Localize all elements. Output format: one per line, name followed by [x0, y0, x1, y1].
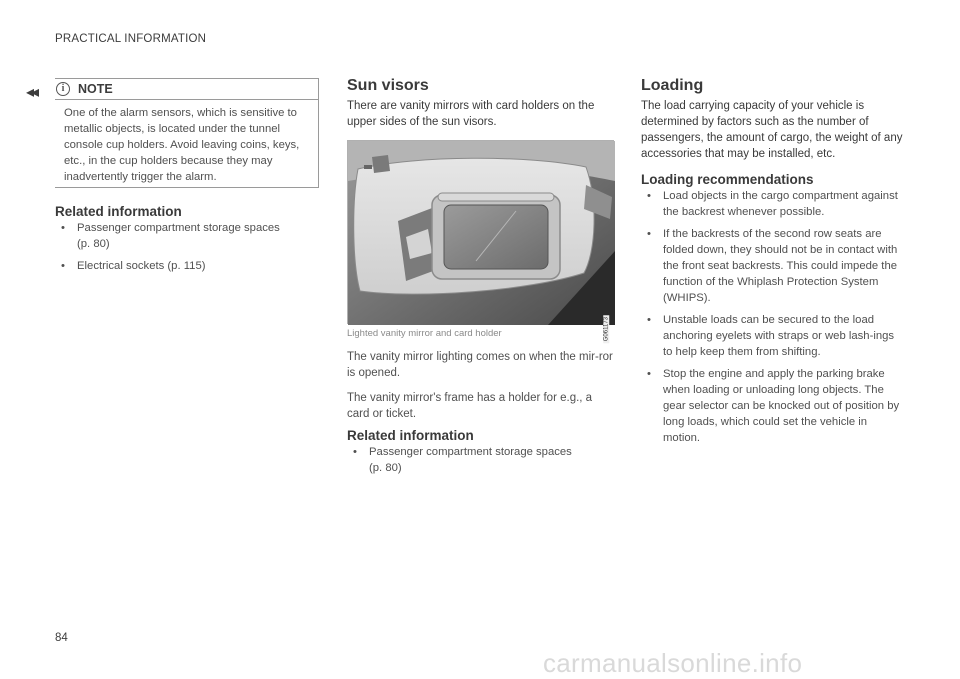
list-item: • Load objects in the cargo compartment against the backrest whenever possible. — [647, 190, 898, 218]
related-heading: Related information — [347, 428, 474, 443]
list-item: • Unstable loads can be secured to the load anchoring eyelets with straps or web lash-ings to help keep them from shifting. — [647, 314, 895, 358]
note-title: NOTE — [78, 82, 113, 96]
related-link-storage[interactable]: • Passenger compartment storage spaces (p. 80) — [353, 446, 572, 474]
bullet: • — [353, 446, 357, 458]
loading-recommendations-list — [641, 188, 905, 446]
bullet: • — [647, 368, 651, 380]
section-header: PRACTICAL INFORMATION — [55, 33, 207, 45]
page-number: 84 — [55, 632, 68, 644]
related-info-col1 — [55, 204, 319, 280]
bullet: • — [647, 190, 651, 202]
figure-caption: Lighted vanity mirror and card holder — [347, 328, 502, 339]
related-info-col2 — [347, 428, 615, 482]
figure-code: G061173 — [603, 317, 609, 342]
sun-visors-body — [347, 349, 615, 422]
related-list — [347, 444, 615, 476]
bullet: • — [61, 260, 65, 272]
loading-intro: The load carrying capacity of your vehicle is determined by factors such as the number of passengers, the amount of cargo, the weight of any accessories that may be installed, etc. — [641, 100, 903, 160]
watermark: carmanualsonline.info — [543, 648, 803, 678]
vanity-lighting-text: The vanity mirror lighting comes on when the mir-ror is opened. — [347, 351, 613, 379]
loading-recommendations-heading: Loading recommendations — [641, 172, 814, 187]
note-text: One of the alarm sensors, which is sensitive to metallic objects, is located under the tunnel console cup holders. Avoid leaving coins, keys, etc., in the cup holders because they may inadvertently trigger the alarm. — [64, 107, 300, 183]
related-link-storage[interactable]: • Passenger compartment storage spaces (p. 80) — [61, 222, 280, 250]
related-link-sockets[interactable]: • Electrical sockets (p. 115) — [61, 260, 206, 272]
vanity-holder-text: The vanity mirror's frame has a holder for e.g., a card or ticket. — [347, 392, 593, 420]
bullet: • — [647, 314, 651, 326]
sun-visors-title: Sun visors — [347, 77, 429, 94]
vanity-mirror-illustration — [348, 141, 615, 325]
list-item: • Stop the engine and apply the parking brake when loading or unloading long objects. The gear selector can be knocked out of position by long loads, which could set the vehicle in motion. — [647, 368, 900, 444]
loading-title: Loading — [641, 77, 704, 94]
related-heading: Related information — [55, 204, 182, 219]
loading-section — [641, 77, 905, 452]
bullet: • — [647, 228, 651, 240]
info-icon: i — [56, 82, 70, 96]
sun-visors-intro — [347, 77, 615, 130]
note-box — [55, 78, 319, 188]
back-arrows-icon[interactable]: ◂◂ — [26, 84, 37, 101]
note-header — [55, 79, 318, 100]
list-item: • If the backrests of the second row seats are folded down, they should not be in contact with the front seat backrests. This could impede the function of the Whiplash Protection System (WHIPS). — [647, 228, 898, 304]
related-list — [55, 220, 319, 274]
bullet: • — [61, 222, 65, 234]
sun-visors-intro-text: There are vanity mirrors with card holders on the upper sides of the sun visors. — [347, 100, 595, 128]
